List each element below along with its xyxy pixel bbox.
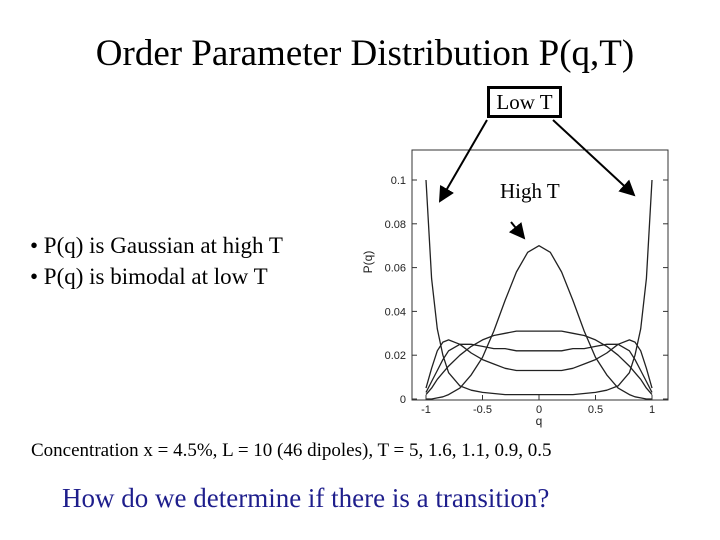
bullet-gaussian: • P(q) is Gaussian at high T xyxy=(30,233,283,258)
y-tick-label: 0.06 xyxy=(384,262,406,275)
low-t-arrow-left xyxy=(440,120,487,201)
x-axis-label: q xyxy=(535,414,543,428)
x-tick-label: 1 xyxy=(648,404,656,416)
x-tick-label: -0.5 xyxy=(473,404,492,416)
high-t-label: High T xyxy=(500,179,560,203)
low-t-label: Low T xyxy=(487,86,562,118)
high-t-arrow xyxy=(511,222,524,238)
x-tick-label: 0.5 xyxy=(587,404,604,416)
low-t-arrow-right xyxy=(553,120,634,195)
y-tick-label: 0.1 xyxy=(390,175,406,187)
y-tick-label: 0 xyxy=(399,394,406,406)
series-line-5 xyxy=(426,180,652,395)
series-line-4 xyxy=(426,340,652,388)
y-tick-label: 0.04 xyxy=(384,306,406,319)
x-tick-label: 0 xyxy=(535,404,543,416)
series-line-1 xyxy=(426,246,652,399)
y-tick-label: 0.02 xyxy=(384,350,406,363)
y-tick-label: 0.08 xyxy=(384,218,406,231)
question-text: How do we determine if there is a transition? xyxy=(62,483,550,513)
y-axis-label: P(q) xyxy=(361,250,375,274)
slide-title: Order Parameter Distribution P(q,T) xyxy=(95,33,635,74)
x-tick-label: -1 xyxy=(421,404,431,416)
caption: Concentration x = 4.5%, L = 10 (46 dipoles), T = 5, 1.6, 1.1, 0.9, 0.5 xyxy=(31,440,552,461)
bullet-bimodal: • P(q) is bimodal at low T xyxy=(30,264,268,289)
